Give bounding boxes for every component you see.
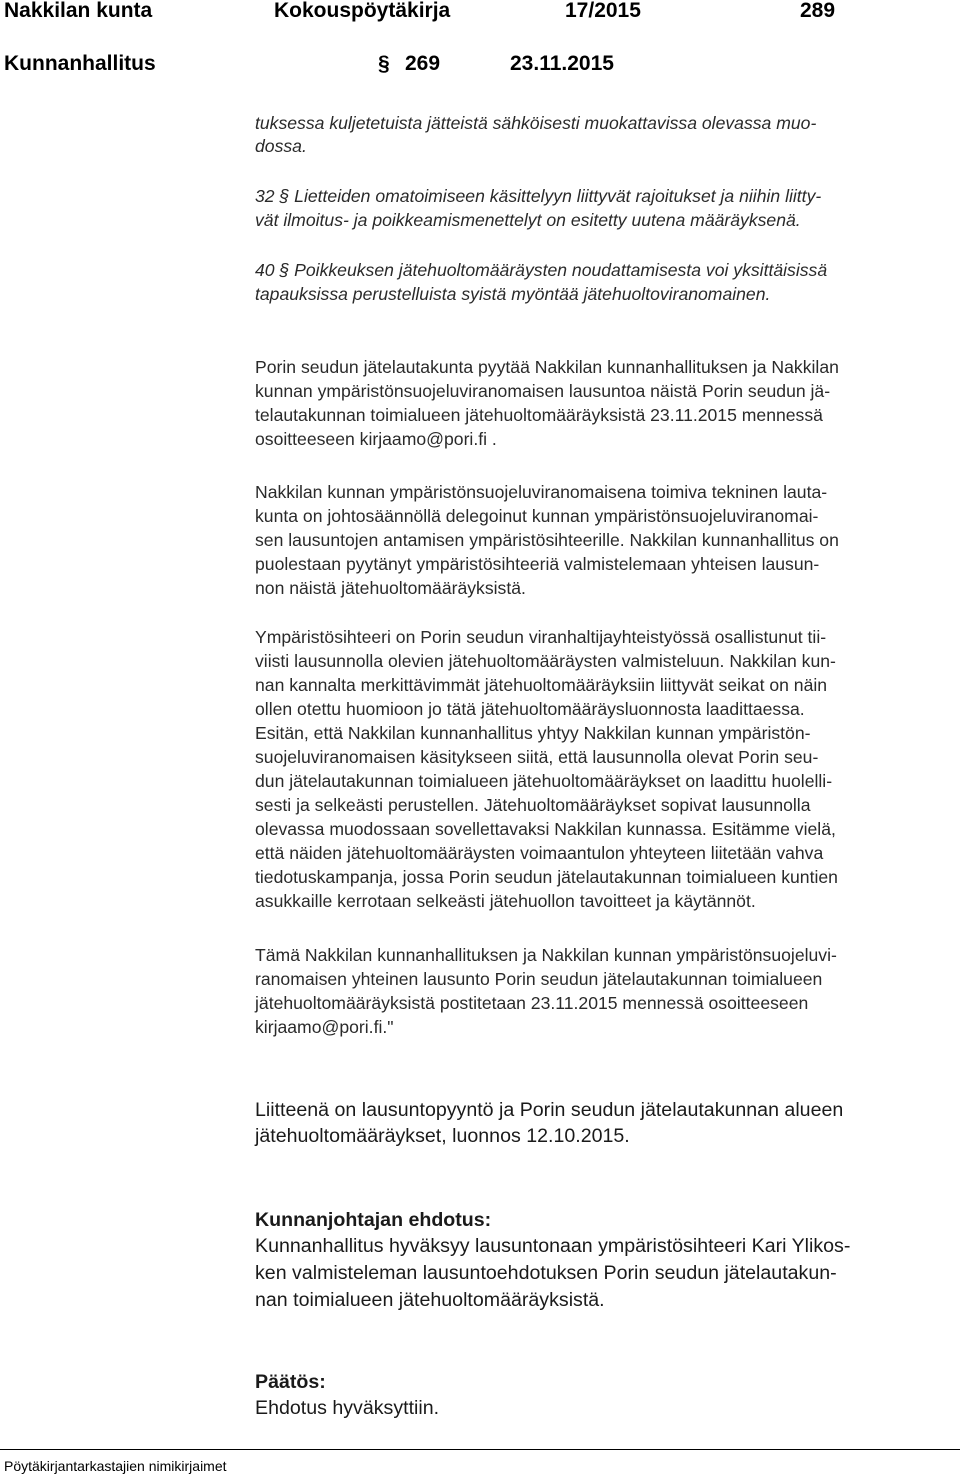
text-line: ranomaisen yhteinen lausunto Porin seudun jätelautakunnan toimialueen xyxy=(255,969,823,989)
section-ref-number: 32 xyxy=(255,186,275,206)
text-line: dun jätelautakunnan toimialueen jätehuoltomääräykset on laadittu huolelli- xyxy=(255,771,833,791)
text-line: sen lausuntojen antamisen ympäristösihteerille. Nakkilan kunnanhallitus on xyxy=(255,530,839,550)
governing-body: Kunnanhallitus xyxy=(4,52,156,75)
text-line: nan toimialueen jätehuoltomääräyksistä. xyxy=(255,1289,605,1311)
section-number: 269 xyxy=(405,52,441,75)
text-line: ken valmisteleman lausuntoehdotuksen Porin seudun jätelautakun- xyxy=(255,1262,837,1284)
text-line: puolestaan pyytänyt ympäristösihteeriä valmistelemaan yhteisen lausun- xyxy=(255,554,820,574)
proposal-heading: Kunnanjohtajan ehdotus: xyxy=(255,1209,492,1231)
text-line: että näiden jätehuoltomääräysten voimaantulon yhteyteen liitetään vahva xyxy=(255,843,824,863)
text-line: Ympäristösihteeri on Porin seudun viranhaltijayhteistyössä osallistunut tii- xyxy=(255,627,827,647)
text-line: Liitteenä on lausuntopyyntö ja Porin seudun jätelautakunnan alueen xyxy=(255,1099,844,1121)
text-line: tuksessa kuljetetuista jätteistä sähköisesti muokattavissa olevassa muo- xyxy=(255,113,817,133)
text-line: vät ilmoitus- ja poikkeamismenettelyt on esitetty uutena määräyksenä. xyxy=(255,210,801,230)
text-line xyxy=(255,184,821,208)
text-line: Porin seudun jätelautakunta pyytää Nakkilan kunnanhallituksen ja Nakkilan xyxy=(255,357,839,377)
text-line: Esitän, että Nakkilan kunnanhallitus yhtyy Nakkilan kunnan ympäristön- xyxy=(255,723,811,743)
decision-heading: Päätös: xyxy=(255,1371,326,1393)
text-fragment: Poikkeuksen jätehuoltomääräysten noudattamisesta voi yksittäisissä xyxy=(294,260,828,280)
text-line: osoitteeseen kirjaamo@pori.fi . xyxy=(255,429,497,449)
footer-initials-label: Pöytäkirjantarkastajien nimikirjaimet xyxy=(4,1458,227,1474)
text-line: Kunnanhallitus hyväksyy lausuntonaan ympäristösihteeri Kari Ylikos- xyxy=(255,1235,851,1257)
page-number: 289 xyxy=(800,0,836,22)
text-line: kirjaamo@pori.fi." xyxy=(255,1017,394,1037)
section-symbol: § xyxy=(279,186,290,206)
text-line: telautakunnan toimialueen jätehuoltomääräyksistä 23.11.2015 mennessä xyxy=(255,405,823,425)
text-line: nan kannalta merkittävimmät jätehuoltomääräyksiin liittyvät seikat on näin xyxy=(255,675,828,695)
text-line: jätehuoltomääräykset, luonnos 12.10.2015. xyxy=(255,1125,630,1147)
meeting-date: 23.11.2015 xyxy=(510,52,614,75)
text-line: Tämä Nakkilan kunnanhallituksen ja Nakkilan kunnan ympäristönsuojeluvi- xyxy=(255,945,837,965)
text-line: non näistä jätehuoltomääräyksistä. xyxy=(255,578,526,598)
document-type: Kokouspöytäkirja xyxy=(274,0,451,22)
section-symbol: § xyxy=(279,260,290,280)
text-line xyxy=(255,258,827,282)
footer-divider xyxy=(0,1449,960,1450)
text-line: dossa. xyxy=(255,136,307,156)
text-line: ollen otettu huomioon jo tätä jätehuoltomääräysluonnosta laadittaessa. xyxy=(255,699,805,719)
text-line: viisti lausunnolla olevien jätehuoltomääräysten valmisteluun. Nakkilan kun- xyxy=(255,651,836,671)
text-line: sesti ja selkeästi perustellen. Jätehuoltomääräykset sopivat lausunnolla xyxy=(255,795,811,815)
text-line: Nakkilan kunnan ympäristönsuojeluviranomaisena toimiva tekninen lauta- xyxy=(255,482,828,502)
text-fragment: Lietteiden omatoimiseen käsittelyyn liittyvät rajoitukset ja niihin liitty- xyxy=(294,186,822,206)
text-line: kunta on johtosäännöllä delegoinut kunnan ympäristönsuojeluviranomai- xyxy=(255,506,819,526)
organization-name: Nakkilan kunta xyxy=(4,0,153,22)
text-line: tapauksissa perustelluista syistä myöntää jätehuoltoviranomainen. xyxy=(255,284,771,304)
text-line: tiedotuskampanja, jossa Porin seudun jätelautakunnan toimialueen kuntien xyxy=(255,867,838,887)
text-line: suojeluviranomaisen käsitykseen siitä, että lausunnolla olevat Porin seu- xyxy=(255,747,819,767)
decision-text: Ehdotus hyväksyttiin. xyxy=(255,1397,440,1419)
text-line: kunnan ympäristönsuojeluviranomaisen lausuntoa näistä Porin seudun jä- xyxy=(255,381,831,401)
text-line: jätehuoltomääräyksistä postitetaan 23.11.2015 mennessä osoitteeseen xyxy=(255,993,809,1013)
section-ref-number: 40 xyxy=(255,260,275,280)
text-line: olevassa muodossaan sovellettavaksi Nakkilan kunnassa. Esitämme vielä, xyxy=(255,819,836,839)
text-line: asukkaille kerrotaan selkeästi jätehuollon tavoitteet ja käytännöt. xyxy=(255,891,756,911)
meeting-number: 17/2015 xyxy=(565,0,641,22)
section-symbol: § xyxy=(378,52,390,75)
